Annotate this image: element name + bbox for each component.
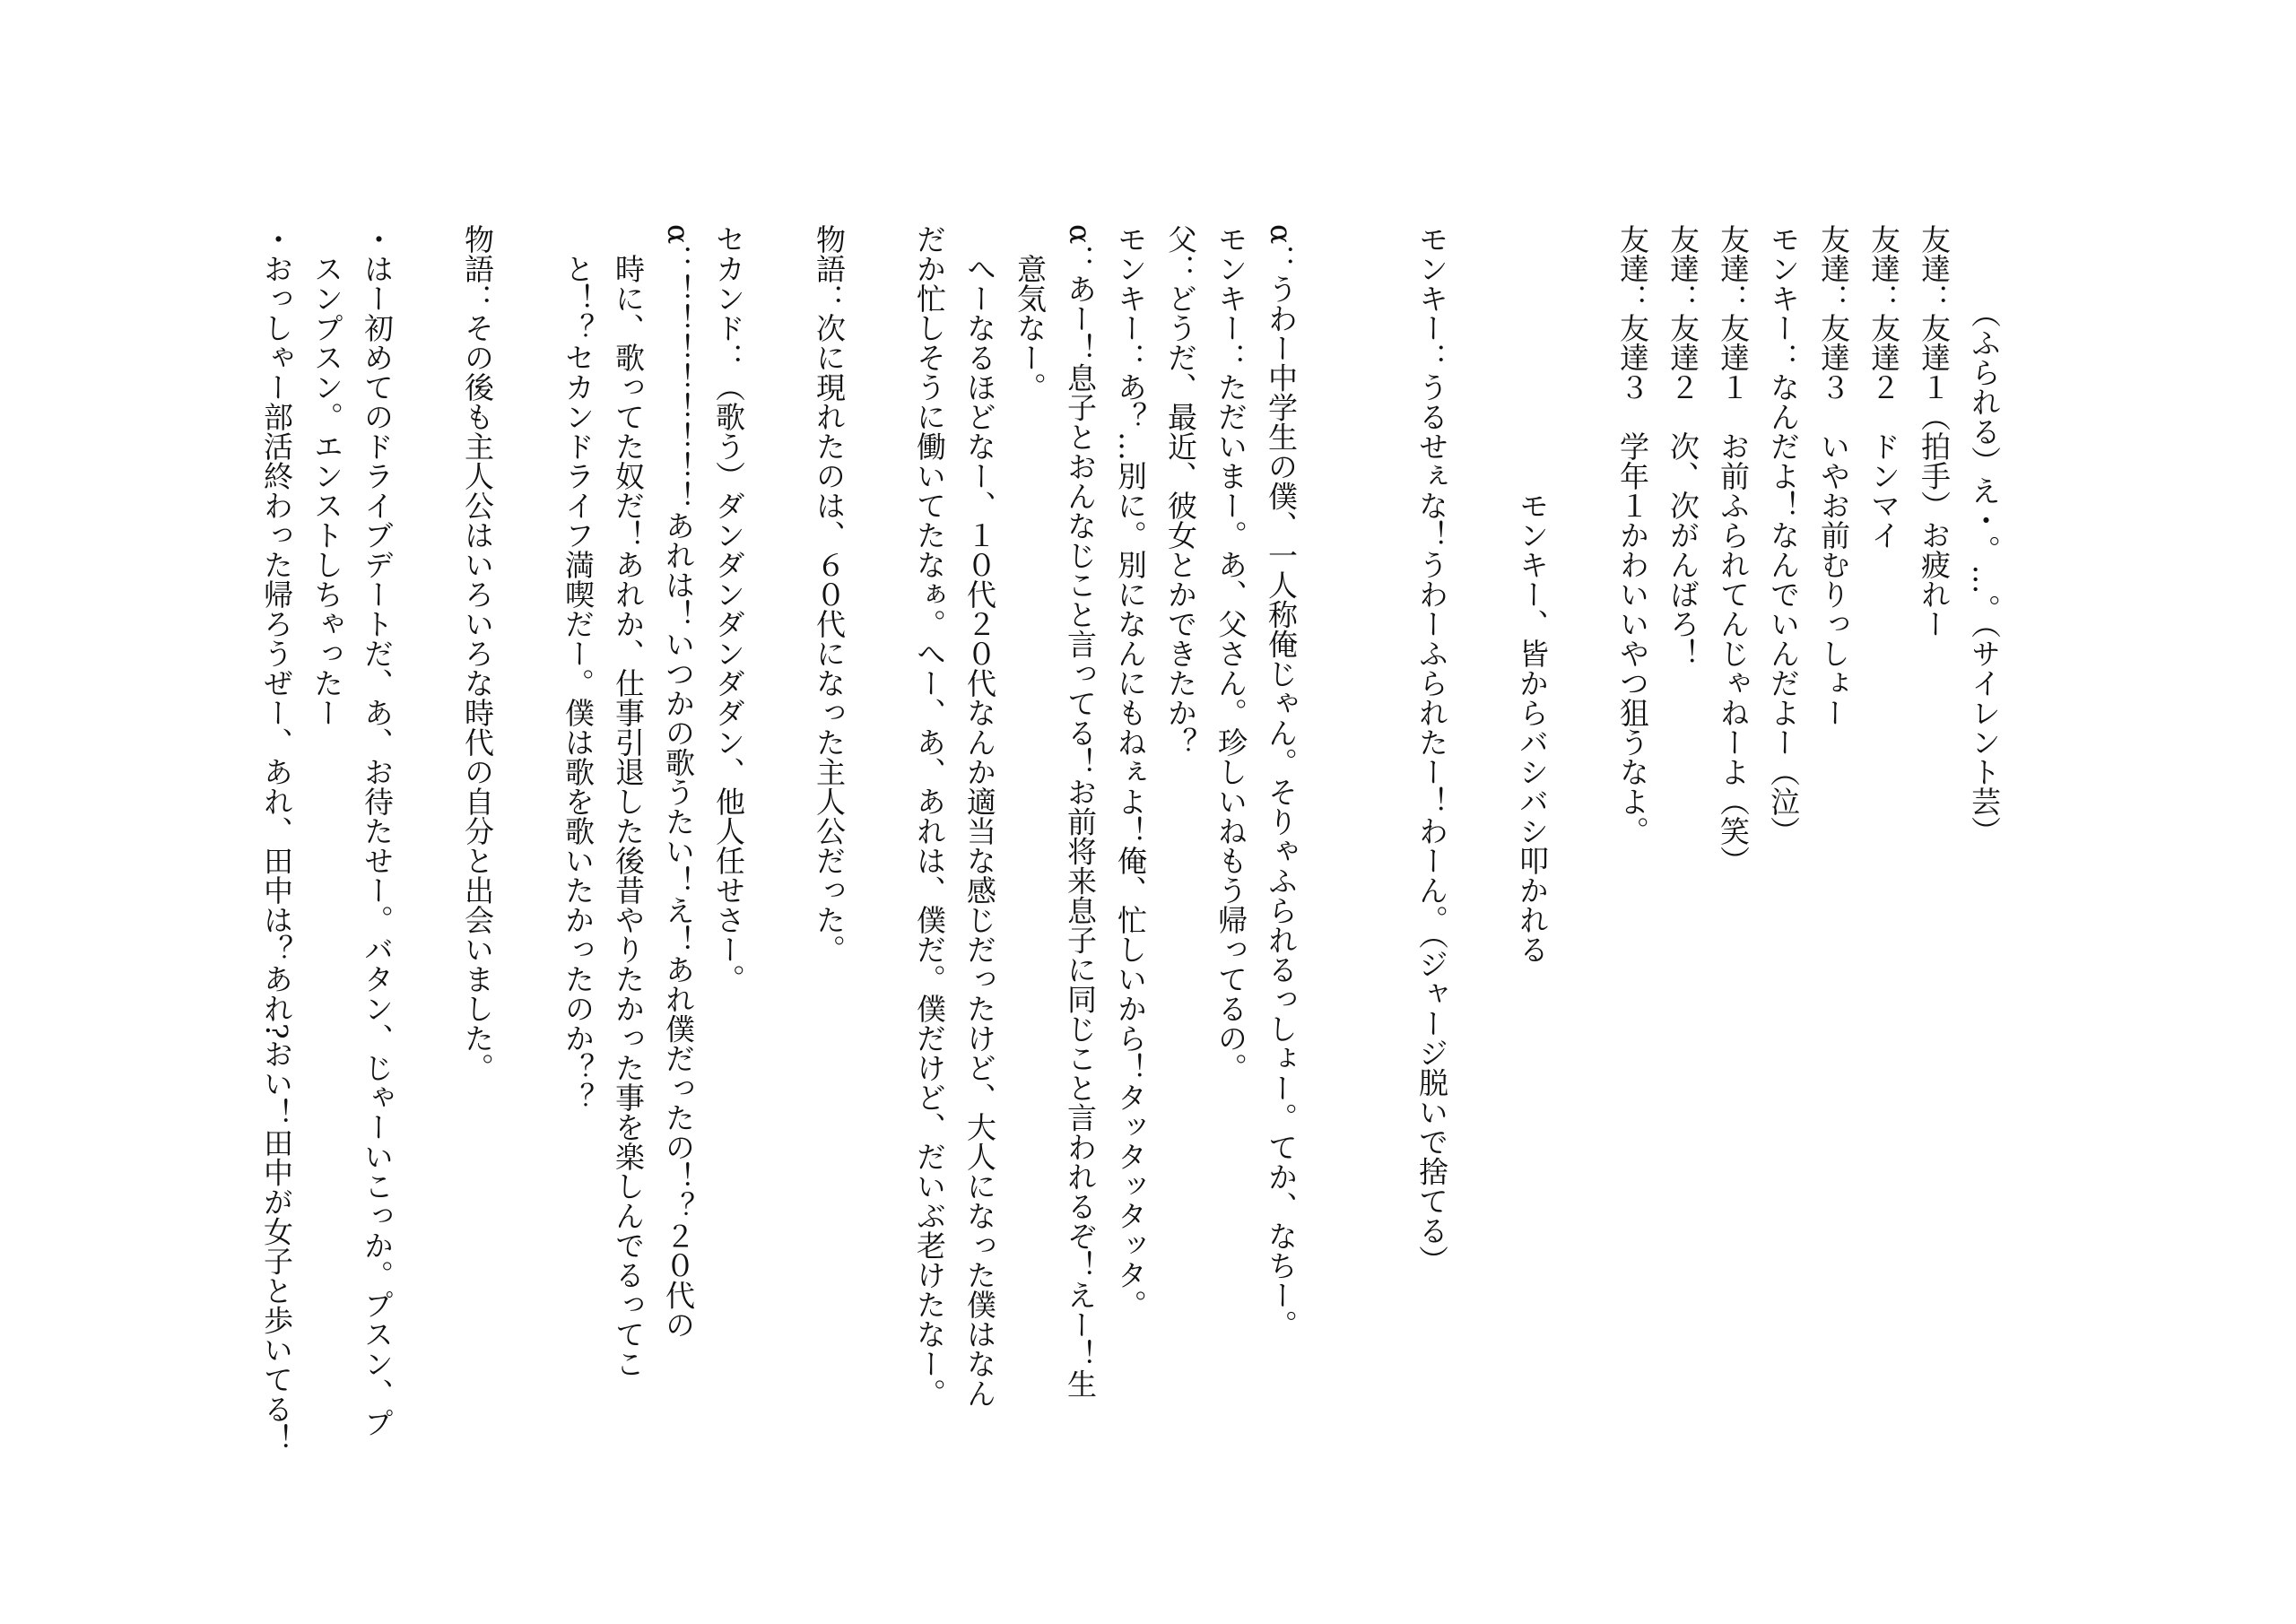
script-line: 友達：友達２ 次、次がんばろ！ xyxy=(1665,224,1700,668)
script-line: 友達：友達２ ドンマイ xyxy=(1866,224,1901,550)
blank-line xyxy=(502,224,552,1480)
blank-line xyxy=(753,224,804,1480)
script-line: モンキー：うるせぇな！うわーふられたー！わーん。（ジャージ脱いで捨てる） xyxy=(1414,224,1449,1275)
script-line: （ふられる）え・。…。（サイレント芸） xyxy=(1967,224,2002,846)
bullet-line: ・おっしゃー部活終わった帰ろうぜー、あれ、田中は？あれ?おい！田中が女子と歩いてる！ xyxy=(259,224,294,1454)
bullet-line: スンプスン。エンストしちゃったー xyxy=(309,224,344,727)
script-line: 父：どうだ、最近、彼女とかできたか？ xyxy=(1163,224,1198,757)
script-line: モンキー：なんだよ！なんでいんだよー（泣） xyxy=(1766,224,1801,846)
bullet-line: ・はー初めてのドライブデートだ、あ、お待たせー。バタン、じゃーいこっか。プスン、プ xyxy=(360,224,395,1437)
script-line: 友達：友達３ 学年１かわいいやつ狙うなよ。 xyxy=(1615,224,1650,846)
script-line: α：あー！息子とおんなじこと言ってる！お前将来息子に同じこと言われるぞ！えー！生 xyxy=(1063,224,1098,1399)
script-line: α：うわー中学生の僕、一人称俺じゃん。そりゃふられるっしょー。てか、なちー。 xyxy=(1264,224,1299,1340)
blank-line xyxy=(402,224,452,1480)
script-line: 時に、歌ってた奴だ！あれか、仕事引退した後昔やりたかった事を楽しんでるってこ xyxy=(611,224,646,1378)
script-line: へーなるほどなー、１０代２０代なんか適当な感じだったけど、大人になった僕はなん xyxy=(962,224,997,1408)
script-line: 意気なー。 xyxy=(1013,224,1048,402)
script-line: 友達：友達１ お前ふられてんじゃねーよ（笑） xyxy=(1716,224,1751,875)
script-line: モンキー：ただいまー。あ、父さん。珍しいねもう帰ってるの。 xyxy=(1213,224,1248,1082)
stage-direction: モンキー、皆からバシバシ叩かれる xyxy=(1515,224,1550,964)
script-line: モンキー：あ？…別に。別になんにもねぇよ！俺、忙しいから！タッタッタッタ。 xyxy=(1113,224,1148,1319)
script-line: セカンド：（歌う）ダンダンダンダダン、他人任せさー。 xyxy=(711,224,746,994)
narration-line: 物語：次に現れたのは、６０代になった主人公だった。 xyxy=(812,224,847,964)
vertical-script-text xyxy=(251,224,2009,1480)
blank-line xyxy=(1306,224,1356,1480)
script-line: 友達：友達１（拍手）お疲れー xyxy=(1917,224,1952,638)
script-line: 友達：友達３ いやお前むりっしょー xyxy=(1816,224,1851,727)
script-line: α：！！！！！！！！あれは！いつかの歌うたい！え！あれ僕だったの！？２０代の xyxy=(661,224,696,1340)
script-line: と！？セカンドライフ満喫だー。僕は歌を歌いたかったのか？？ xyxy=(561,224,596,1112)
narration-line: 物語：その後も主人公はいろいろな時代の自分と出会いました。 xyxy=(460,224,495,1082)
script-line: だか忙しそうに働いてたなぁ。へー、あ、あれは、僕だ。僕だけど、だいぶ老けたなー。 xyxy=(912,224,947,1408)
blank-line xyxy=(1457,224,1507,1480)
blank-line xyxy=(854,224,904,1480)
blank-line xyxy=(1356,224,1406,1480)
blank-line xyxy=(1557,224,1607,1480)
